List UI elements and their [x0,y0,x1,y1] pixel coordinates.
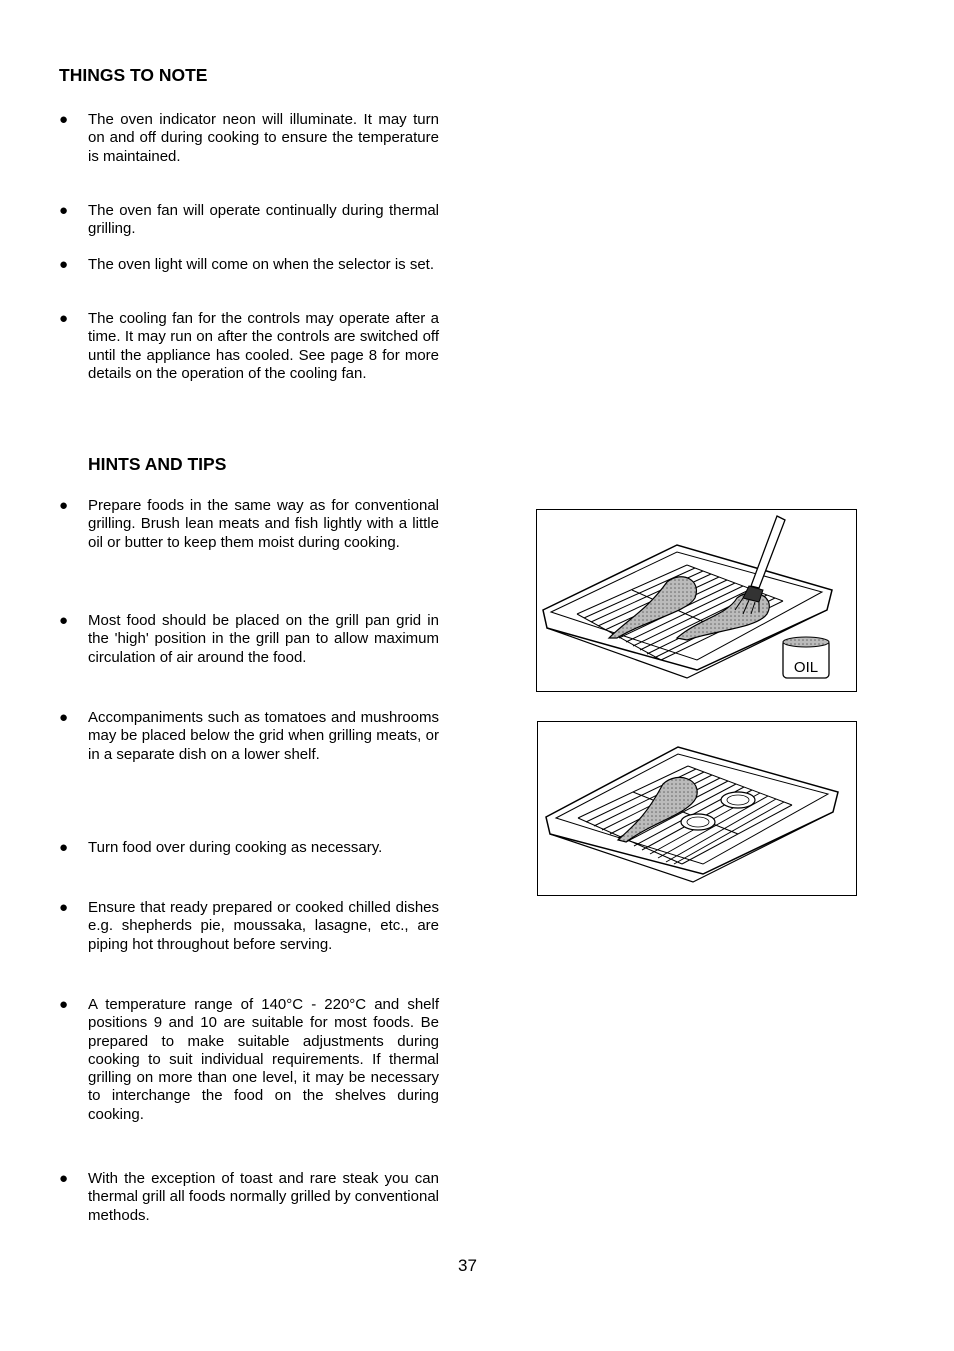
bullet: ● [59,839,69,856]
grill-pan-brush-illustration [537,510,855,690]
section-title-hints-and-tips: HINTS AND TIPS [88,454,227,474]
hint-item: A temperature range of 140°C - 220°C and shelf positions 9 and 10 are suitable for most foods. Be prepared to make suitable adjustments during cooking to suit individual requirements. If thermal grilling on more than one level, it may be necessary to interchange the food on the shelves during cooking. [88,996,439,1123]
section-title-things-to-note: THINGS TO NOTE [59,65,208,85]
bullet: ● [59,497,69,514]
bullet: ● [59,996,69,1013]
note-item: The oven fan will operate continually during thermal grilling. [88,202,439,238]
bullet: ● [59,1170,69,1187]
bullet: ● [59,899,69,916]
hint-item: Accompaniments such as tomatoes and mushrooms may be placed below the grid when grilling meats, or in a separate dish on a lower shelf. [88,709,439,763]
page-number: 37 [458,1256,477,1275]
bullet: ● [59,256,69,273]
bullet: ● [59,202,69,219]
bullet: ● [59,111,69,128]
bullet: ● [59,709,69,726]
hint-item: Ensure that ready prepared or cooked chilled dishes e.g. shepherds pie, moussaka, lasagne, etc., are piping hot throughout before serving. [88,899,439,953]
note-item: The oven light will come on when the selector is set. [88,256,435,273]
hint-item: Most food should be placed on the grill pan grid in the 'high' position in the grill pan to allow maximum circulation of air around the food. [88,612,439,666]
bullet: ● [59,310,69,327]
note-item: The oven indicator neon will illuminate. It may turn on and off during cooking to ensure the temperature is maintained. [88,111,439,165]
hint-item: With the exception of toast and rare steak you can thermal grill all foods normally grilled by conventional methods. [88,1170,439,1224]
oil-jar-label: OIL [793,659,819,676]
note-item: The cooling fan for the controls may operate after a time. It may run on after the controls are switched off until the appliance has cooled. See page 8 for more details on the operation of the cooling fan. [88,310,439,382]
figure-brushing-oil [536,509,857,692]
grill-pan-tomatoes-illustration [538,722,855,894]
bullet: ● [59,612,69,629]
hint-item: Turn food over during cooking as necessary. [88,839,383,856]
figure-grill-with-accompaniments [537,721,857,896]
hint-item: Prepare foods in the same way as for conventional grilling. Brush lean meats and fish lightly with a little oil or butter to keep them moist during cooking. [88,497,439,551]
